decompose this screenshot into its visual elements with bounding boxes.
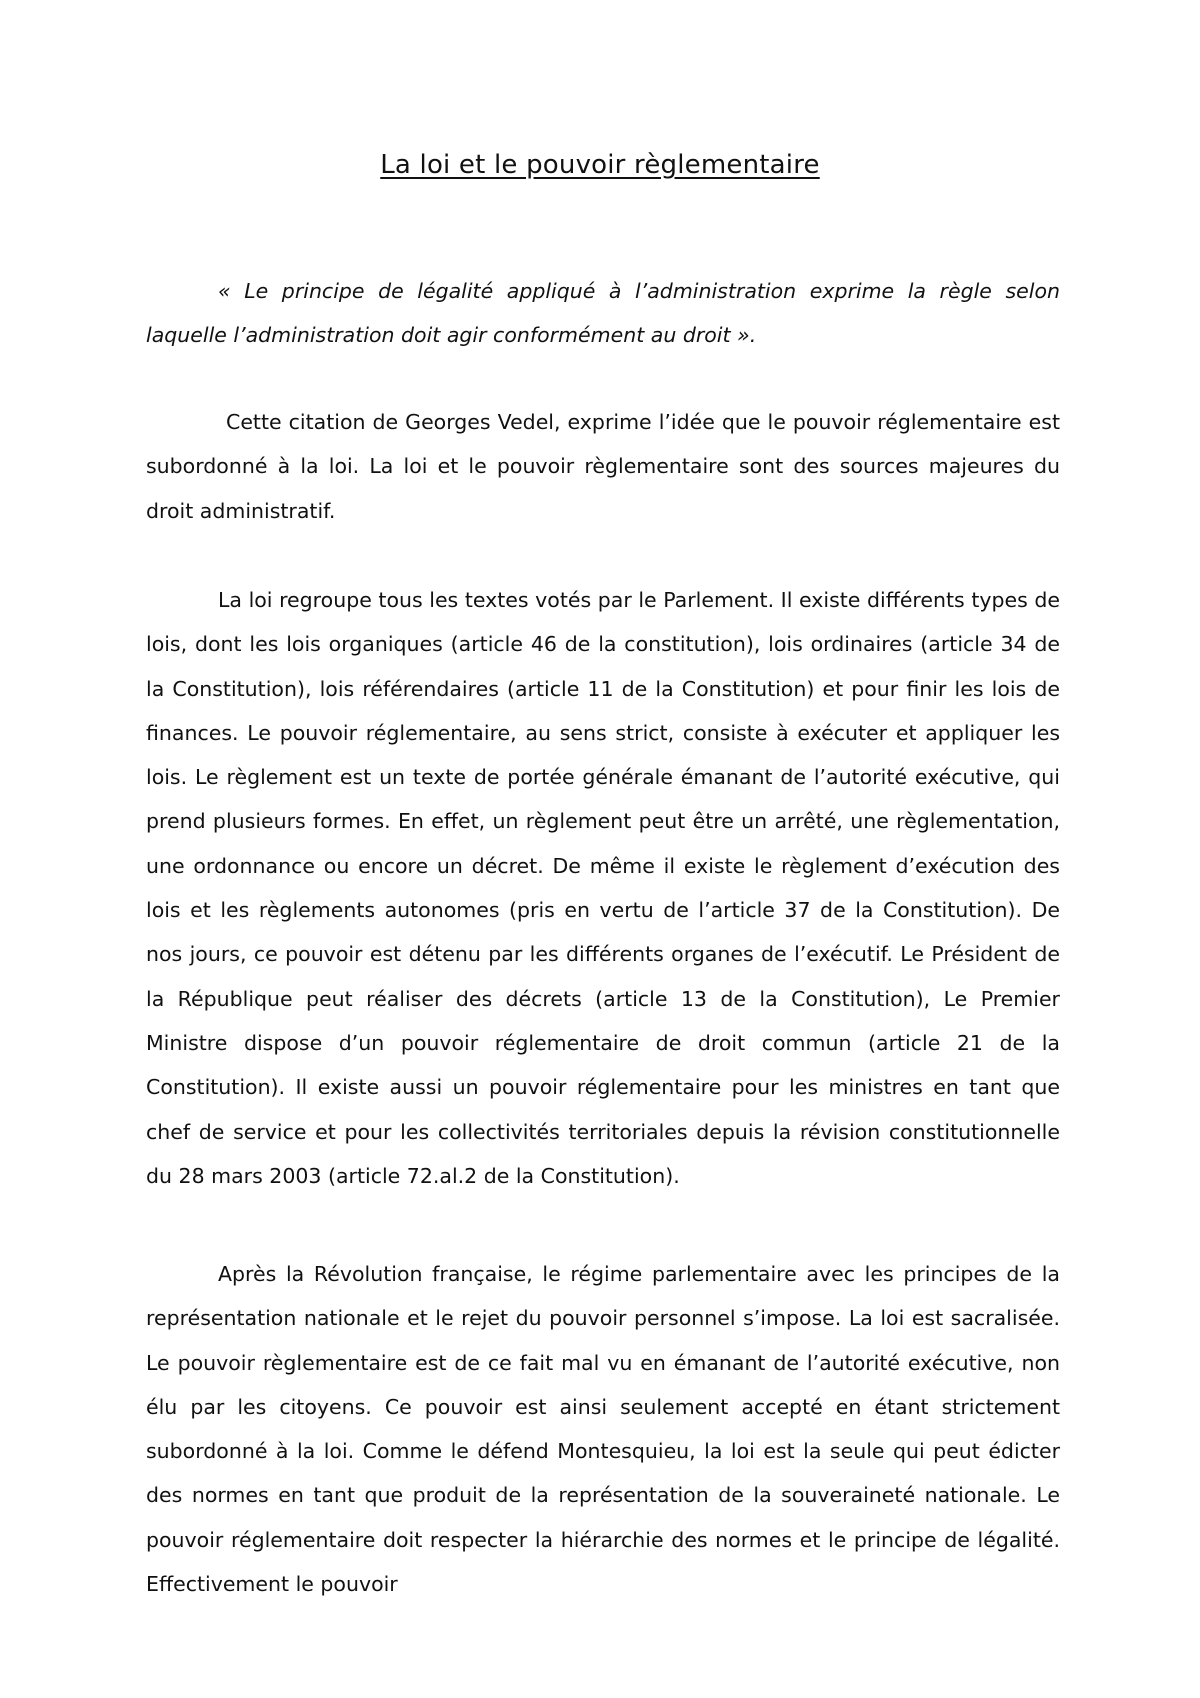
- document-title: La loi et le pouvoir règlementaire: [380, 150, 820, 180]
- opening-quote: « Le principe de légalité appliqué à l’administration exprime la règle selon laquelle l’administration doit agir conformément au droit ».: [146, 279, 1060, 348]
- paragraph-definitions: La loi regroupe tous les textes votés par le Parlement. Il existe différents types de lois, dont les lois organiques (article 46 de la constitution), lois ordinaires (article 34 de la Constitution), lois référendaires (article 11 de la Constitution) et pour finir les lois de finances. Le pouvoir réglementaire, au sens strict, consiste à exécuter et appliquer les lois. Le règlement est un texte de portée générale émanant de l’autorité exécutive, qui prend plusieurs formes. En effet, un règlement peut être un arrêté, une règlementation, une ordonnance ou encore un décret. De même il existe le règlement d’exécution des lois et les règlements autonomes (pris en vertu de l’article 37 de la Constitution). De nos jours, ce pouvoir est détenu par les différents organes de l’exécutif. Le Président de la République peut réaliser des décrets (article 13 de la Constitution), Le Premier Ministre dispose d’un pouvoir réglementaire de droit commun (article 21 de la Constitution). Il existe aussi un pouvoir réglementaire pour les ministres en tant que chef de service et pour les collectivités territoriales depuis la révision constitutionnelle du 28 mars 2003 (article 72.al.2 de la Constitution).: [146, 588, 1060, 1188]
- paragraph-history: Après la Révolution française, le régime parlementaire avec les principes de la représentation nationale et le rejet du pouvoir personnel s’impose. La loi est sacralisée. Le pouvoir règlementaire est de ce fait mal vu en émanant de l’autorité exécutive, non élu par les citoyens. Ce pouvoir est ainsi seulement accepté en étant strictement subordonné à la loi. Comme le défend Montesquieu, la loi est la seule qui peut édicter des normes en tant que produit de la représentation de la souveraineté nationale. Le pouvoir réglementaire doit respecter la hiérarchie des normes et le principe de légalité. Effectivement le pouvoir: [146, 1262, 1060, 1597]
- paragraph-introduction: Cette citation de Georges Vedel, exprime l’idée que le pouvoir réglementaire est subordonné à la loi. La loi et le pouvoir règlementaire sont des sources majeures du droit administratif.: [146, 410, 1060, 523]
